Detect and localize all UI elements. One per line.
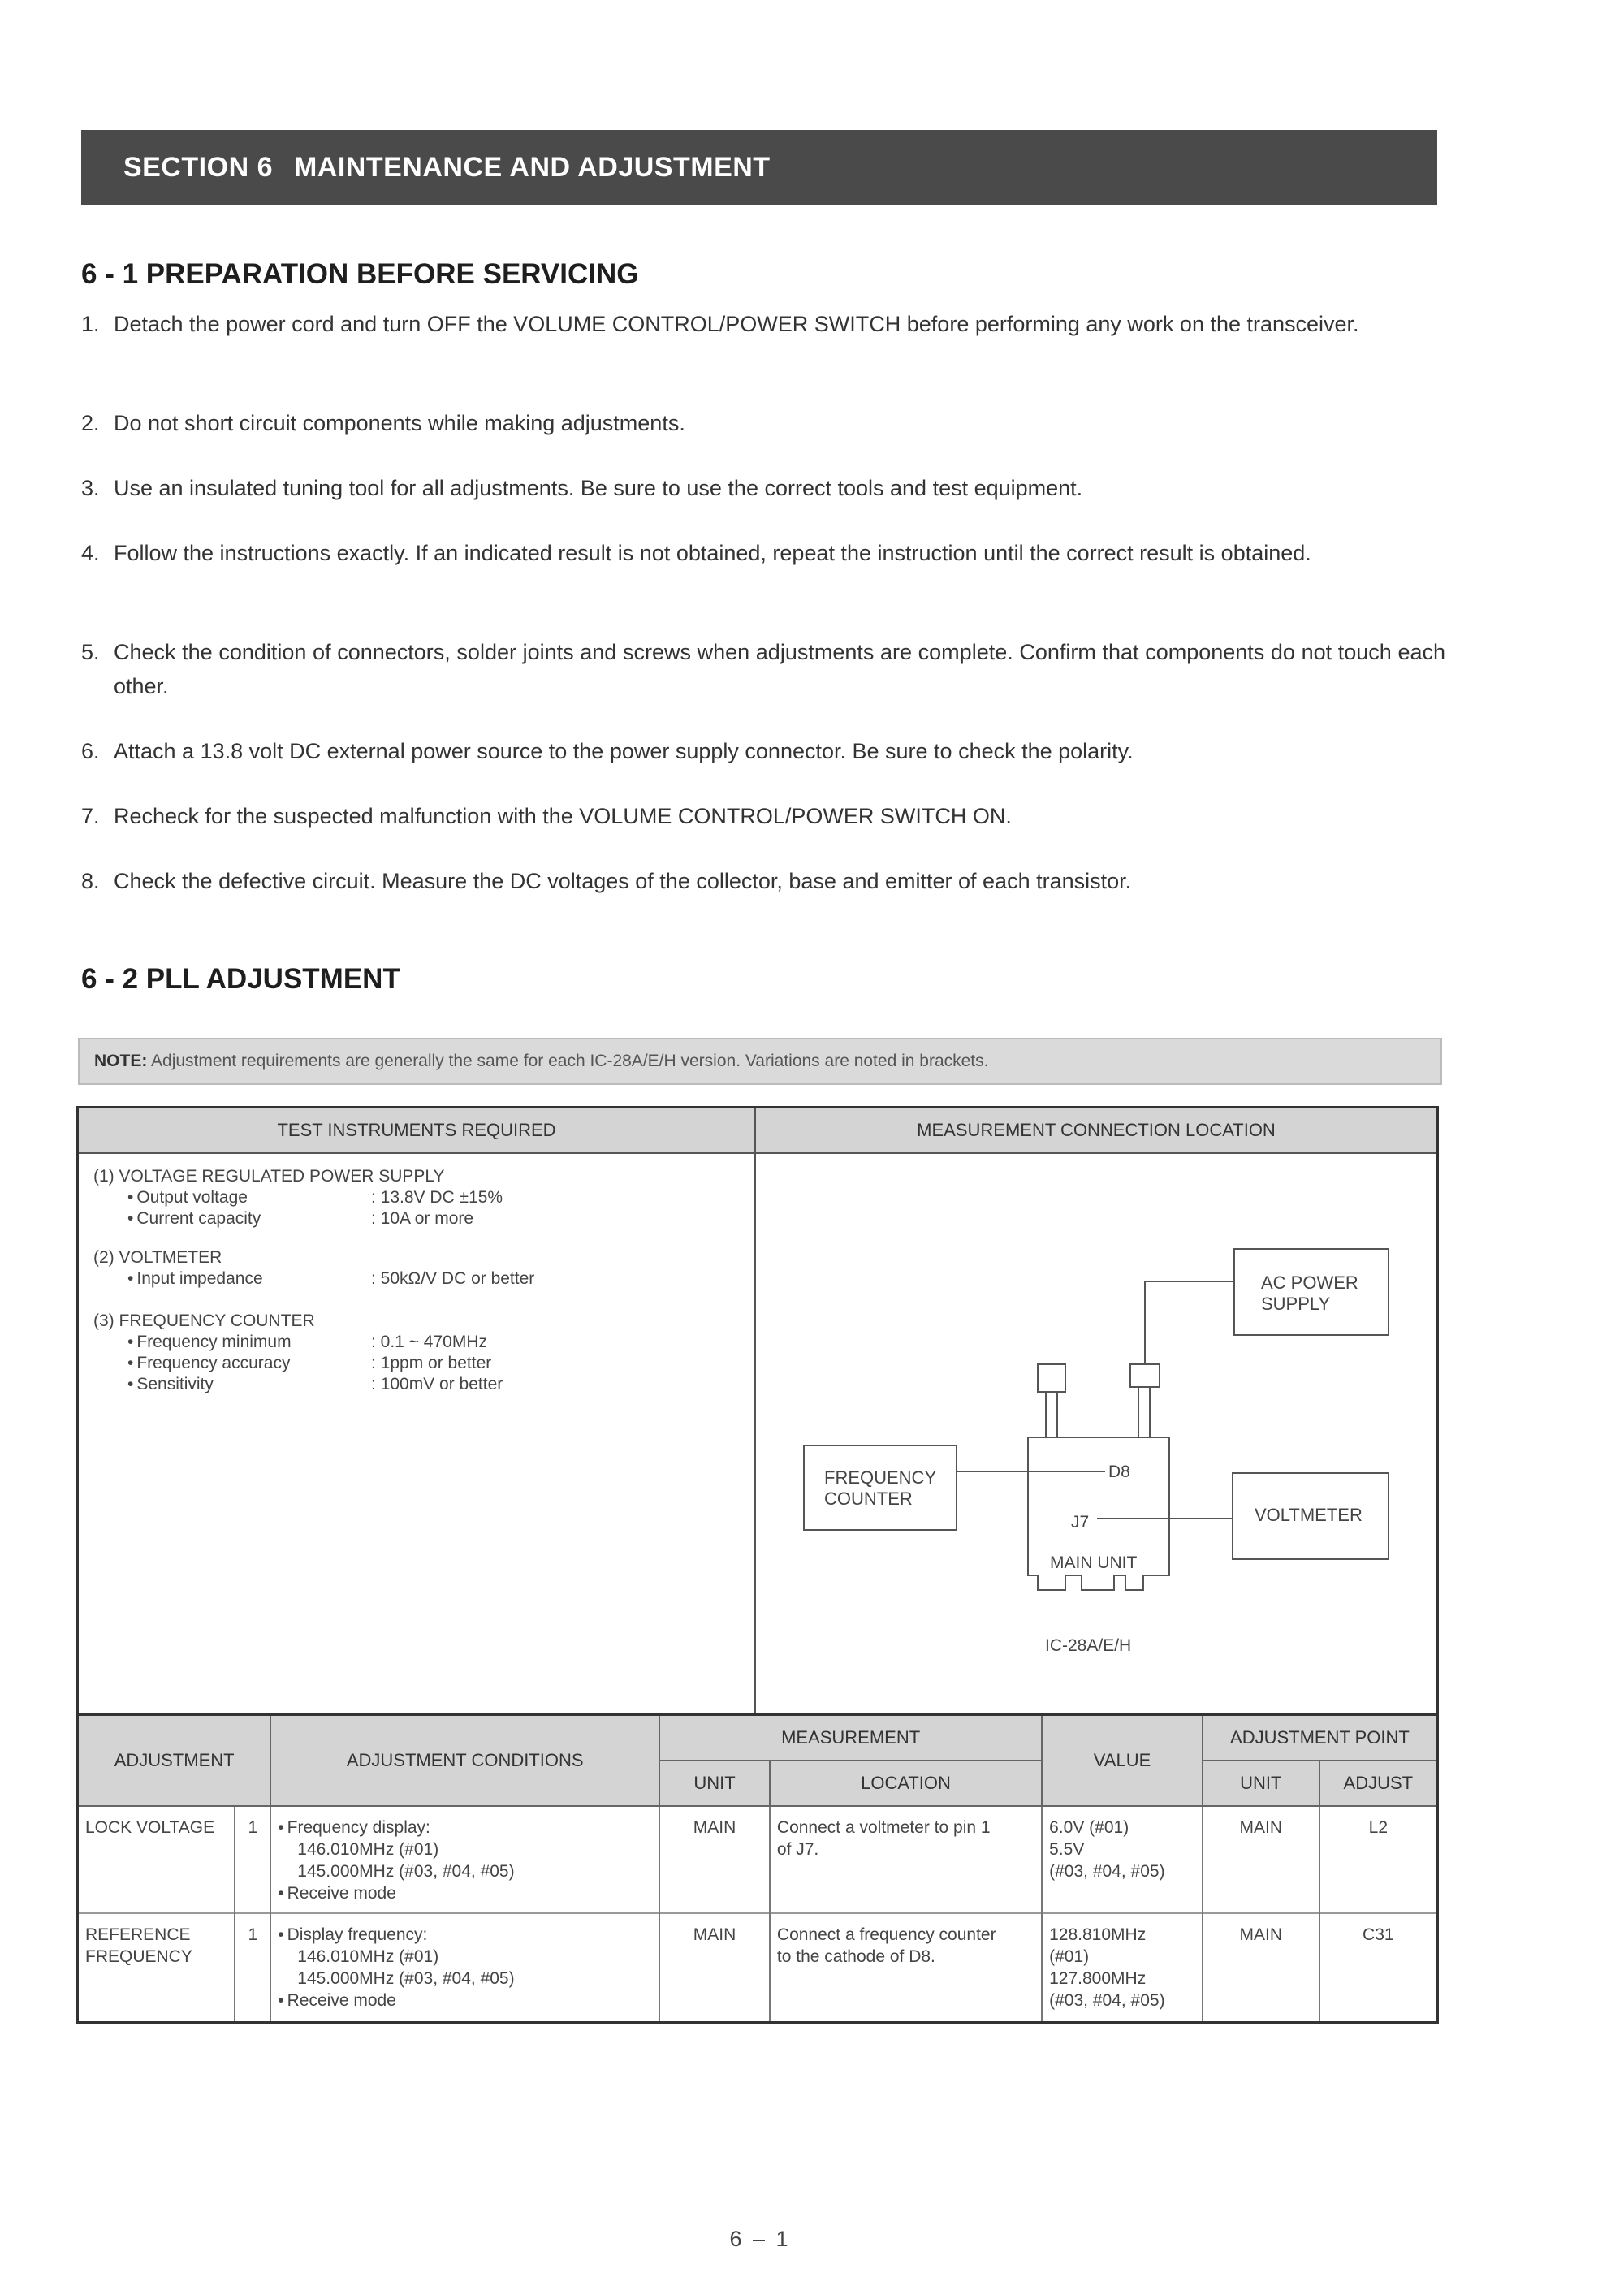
step-text: Use an insulated tuning tool for all adjustments. Be sure to use the correct tools and test equipment. [114,476,1083,500]
condition-line: 146.010MHz (#01) [297,1947,439,1966]
wire [1144,1281,1235,1282]
row-location [770,1913,1042,2022]
step-text: Check the condition of connectors, solder joints and screws when adjustments are complete. Confirm that components do not touch each other. [114,640,1445,698]
condition-line: 145.000MHz (#03, #04, #05) [297,1862,515,1881]
step-4 [81,536,1445,570]
page-number: 6 – 1 [729,2227,791,2251]
instrument-value: : 0.1 ~ 470MHz [371,1333,487,1351]
instrument-item: • Frequency accuracy [127,1354,291,1372]
table-header-row [78,1715,1438,1761]
row-step: 1 [235,1806,270,1913]
plug-left [1037,1363,1066,1393]
step-number: 1. [81,312,100,336]
condition-line: 146.010MHz (#01) [297,1840,439,1859]
step-text: Check the defective circuit. Measure the DC voltages of the collector, base and emitter of each transistor. [114,869,1132,893]
col-header-measurement: MEASUREMENT [659,1715,1042,1761]
location-line: of J7. [776,1840,819,1859]
value-line: 6.0V (#01) [1049,1818,1129,1837]
table-row [78,1806,1438,1913]
instrument-item: • Frequency minimum [127,1333,292,1351]
connection-header: MEASUREMENT CONNECTION LOCATION [756,1108,1436,1154]
ac-power-supply-box [1233,1248,1389,1336]
step-number: 5. [81,640,100,664]
row-ap-adjust: L2 [1320,1806,1438,1913]
section-title: MAINTENANCE AND ADJUSTMENT [293,152,771,183]
adjustment-table [76,1713,1439,2024]
instruments-header: TEST INSTRUMENTS REQUIRED [79,1108,754,1154]
instrument-item: • Sensitivity [127,1375,214,1393]
j7-label: J7 [1071,1513,1090,1532]
ac-power-label: AC POWER [1261,1272,1358,1293]
step-text: Recheck for the suspected malfunction with the VOLUME CONTROL/POWER SWITCH ON. [114,804,1012,828]
step-3 [81,471,1445,505]
instrument-value: : 100mV or better [371,1375,503,1393]
bullet-icon: • [278,1884,284,1903]
d8-label: D8 [1108,1463,1130,1481]
step-7 [81,799,1445,833]
bullet-icon: • [127,1333,134,1351]
step-text: Attach a 13.8 volt DC external power source to the power supply connector. Be sure to check the polarity. [114,739,1134,763]
row-name-cell [78,1913,235,2022]
voltmeter-label: VOLTMETER [1255,1505,1363,1525]
wire [1045,1393,1047,1437]
row-step: 1 [235,1913,270,2022]
step-text: Follow the instructions exactly. If an indicated result is not obtained, repeat the instruction until the correct result is obtained. [114,541,1311,565]
wire [1097,1518,1232,1519]
col-header-adjustment: ADJUSTMENT [78,1715,271,1807]
col-header-conditions: ADJUSTMENT CONDITIONS [270,1715,659,1807]
row-name: LOCK VOLTAGE [85,1818,215,1837]
value-line: 127.800MHz [1049,1969,1147,1988]
table-row [78,1913,1438,2022]
note-label: NOTE: [94,1052,148,1070]
instrument-group-title: (1) VOLTAGE REGULATED POWER SUPPLY [93,1167,445,1186]
bullet-icon: • [127,1269,134,1288]
bullet-icon: • [127,1375,134,1393]
plug-right [1129,1363,1160,1388]
instrument-item: • Output voltage [127,1188,248,1207]
step-2 [81,406,1445,440]
section-banner [81,130,1437,205]
row-ap-unit: MAIN [1203,1913,1320,2022]
panel-divider [754,1108,756,1719]
instrument-item: • Input impedance [127,1269,263,1288]
step-number: 2. [81,411,100,435]
step-number: 3. [81,476,100,500]
row-conditions: • Display frequency: 146.010MHz (#01) 145.000MHz (#03, #04, #05) • Receive mode [270,1913,659,2022]
main-unit-label: MAIN UNIT [1050,1553,1138,1572]
instrument-group-title: (2) VOLTMETER [93,1248,222,1267]
value-line: 5.5V [1049,1840,1085,1859]
step-number: 4. [81,541,100,565]
instrument-value: : 50kΩ/V DC or better [371,1269,535,1288]
supply-label: SUPPLY [1261,1294,1331,1314]
bullet-icon: • [127,1354,134,1372]
unit-foot [1081,1575,1115,1591]
step-text: Do not short circuit components while making adjustments. [114,411,685,435]
bullet-icon: • [278,1818,284,1837]
location-line: to the cathode of D8. [776,1947,935,1966]
row-unit: MAIN [659,1806,770,1913]
col-header-value: VALUE [1042,1715,1203,1807]
wire [1056,1393,1058,1437]
value-line: (#03, #04, #05) [1049,1991,1165,2010]
wire [1138,1388,1139,1437]
value-line: (#01) [1049,1947,1090,1966]
section-number: SECTION 6 [123,152,273,183]
freq-counter-label-1: FREQUENCY [824,1467,937,1488]
frequency-counter-box [803,1445,957,1531]
step-6 [81,734,1445,768]
col-header-ap-unit: UNIT [1203,1761,1320,1806]
col-header-location: LOCATION [770,1761,1042,1806]
wire [1149,1388,1151,1437]
row-value [1042,1806,1203,1913]
step-8 [81,864,1445,898]
row-name-2: FREQUENCY [85,1947,192,1966]
freq-counter-label-2: COUNTER [824,1488,913,1509]
pll-heading: 6 - 2 PLL ADJUSTMENT [81,963,400,995]
instrument-item: • Current capacity [127,1209,261,1228]
row-conditions: • Frequency display: 146.010MHz (#01) 145.000MHz (#03, #04, #05) • Receive mode [270,1806,659,1913]
note-text: Adjustment requirements are generally the same for each IC-28A/E/H version. Variations are noted in brackets. [151,1052,989,1070]
bullet-icon: • [127,1188,134,1207]
location-line: Connect a frequency counter [776,1925,996,1944]
bullet-icon: • [278,1925,284,1944]
row-value [1042,1913,1203,2022]
instruments-panel [76,1106,1439,1717]
step-number: 7. [81,804,100,828]
unit-foot [1125,1575,1144,1591]
location-line: Connect a voltmeter to pin 1 [776,1818,991,1837]
prep-heading: 6 - 1 PREPARATION BEFORE SERVICING [81,258,639,290]
note-box [78,1038,1442,1085]
row-location [770,1806,1042,1913]
col-header-ap-adjust: ADJUST [1320,1761,1438,1806]
step-number: 8. [81,869,100,893]
step-5 [81,635,1445,703]
model-label: IC-28A/E/H [1045,1636,1132,1655]
step-1 [81,307,1445,341]
row-ap-unit: MAIN [1203,1806,1320,1913]
bullet-icon: • [127,1209,134,1228]
col-header-unit: UNIT [659,1761,770,1806]
row-ap-adjust: C31 [1320,1913,1438,2022]
instrument-value: : 13.8V DC ±15% [371,1188,503,1207]
unit-foot [1037,1575,1066,1591]
step-text: Detach the power cord and turn OFF the VOLUME CONTROL/POWER SWITCH before performing any work on the transceiver. [114,312,1359,336]
row-unit: MAIN [659,1913,770,2022]
condition-line: 145.000MHz (#03, #04, #05) [297,1969,515,1988]
instrument-value: : 1ppm or better [371,1354,492,1372]
voltmeter-box [1232,1472,1389,1560]
value-line: 128.810MHz [1049,1925,1147,1944]
instrument-value: : 10A or more [371,1209,474,1228]
row-name: REFERENCE [85,1925,191,1944]
instrument-group-title: (3) FREQUENCY COUNTER [93,1311,315,1330]
wire [957,1471,1105,1472]
row-name-cell [78,1806,235,1913]
step-number: 6. [81,739,100,763]
bullet-icon: • [278,1991,284,2010]
wire [1144,1281,1146,1363]
value-line: (#03, #04, #05) [1049,1862,1165,1881]
col-header-adjustment-point: ADJUSTMENT POINT [1203,1715,1438,1761]
